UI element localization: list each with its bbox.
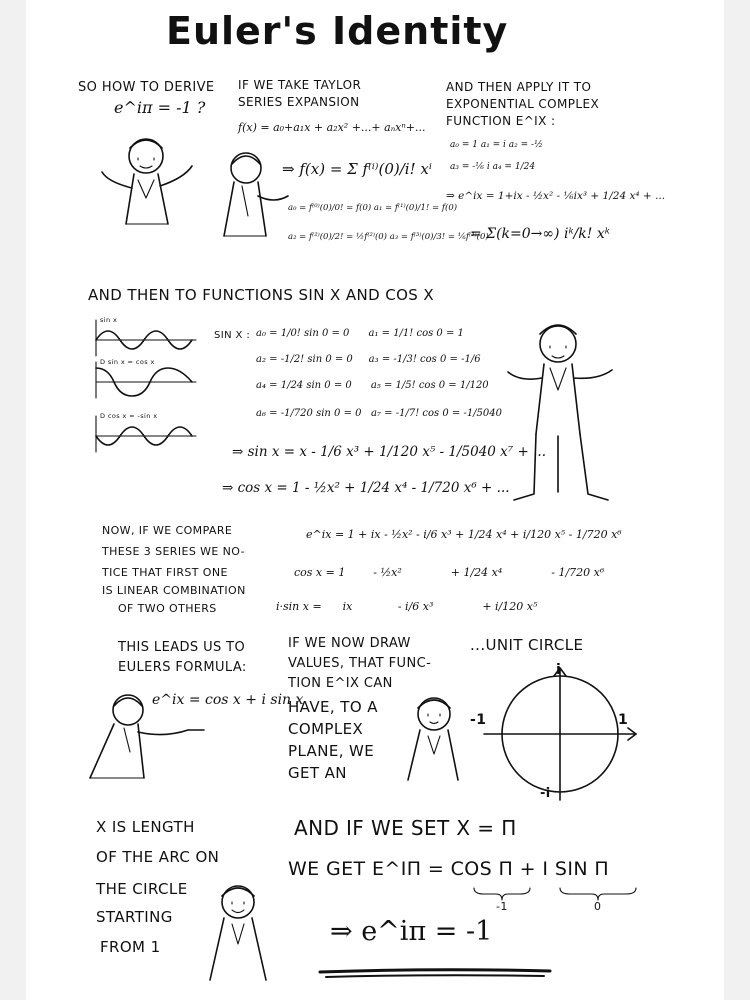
apply-heading-3: FUNCTION E^IX : (446, 114, 556, 128)
compare-text-1: NOW, IF WE COMPARE (102, 524, 233, 537)
leads-text-1: THIS LEADS US TO (118, 640, 246, 655)
character-shrugging-1 (98, 128, 198, 240)
final-underline (316, 966, 556, 980)
leads-text-2: EULERS FORMULA: (118, 660, 247, 675)
apply-sum: = Σ(k=0→∞) iᵏ/k! xᵏ (470, 226, 610, 242)
final-identity: ⇒ e^iπ = -1 (330, 916, 493, 947)
sin-coeff-label: SIN X : (214, 330, 251, 341)
compare-eq-exp: e^ix = 1 + ix - ½x² - i/6 x³ + 1/24 x⁴ + i/120 x⁵ - 1/720 x⁶ (306, 528, 622, 541)
draw-text-2: VALUES, THAT FUNC- (288, 656, 432, 671)
draw-text-1: IF WE NOW DRAW (288, 636, 411, 651)
compare-text-2: THESE 3 SERIES WE NO- (102, 545, 245, 558)
sin-pi-value: 0 (594, 900, 602, 913)
character-smiling (206, 880, 272, 984)
sin-graph-label: sin x (100, 316, 118, 324)
draw-text-4: HAVE, TO A (288, 698, 378, 716)
compare-text-4: IS LINEAR COMBINATION (102, 584, 246, 597)
poster-title: Euler's Identity (166, 9, 509, 53)
arc-text-4: STARTING (96, 908, 173, 926)
arc-text-5: FROM 1 (100, 938, 161, 956)
compare-text-5: OF TWO OTHERS (118, 602, 217, 615)
taylor-polynomial: f(x) = a₀+a₁x + a₂x² +...+ aₙxⁿ+... (238, 121, 426, 134)
arc-text-3: THE CIRCLE (96, 880, 188, 898)
sin-series: ⇒ sin x = x - 1/6 x³ + 1/120 x⁵ - 1/5040 x⁷ + ... (232, 444, 546, 460)
taylor-sum: ⇒ f(x) = Σ f⁽ⁱ⁾(0)/i! xⁱ (282, 160, 432, 178)
arc-text-2: OF THE ARC ON (96, 848, 220, 866)
cos-graph-label: D sin x = cos x (100, 358, 155, 366)
taylor-coeffs-1: a₀ = f⁽⁰⁾(0)/0! = f(0) a₁ = f⁽¹⁾(0)/1! = f(0) (288, 203, 458, 213)
draw-text-7: GET AN (288, 764, 347, 782)
draw-text-3: TION E^IX CAN (288, 676, 393, 691)
sin-coeffs-2: a₂ = -1/2! sin 0 = 0 a₃ = -1/3! cos 0 = -1/6 (256, 354, 481, 365)
poster-sheet (26, 0, 724, 1000)
compare-eq-cos: cos x = 1 - ½x² + 1/24 x⁴ - 1/720 x⁶ (294, 566, 605, 579)
taylor-heading-1: IF WE TAKE TAYLOR (238, 78, 362, 92)
draw-text-6: PLANE, WE (288, 742, 375, 760)
character-pointing-1 (212, 146, 292, 242)
axis-label-right: 1 (618, 712, 629, 728)
intro-question: SO HOW TO DERIVE (78, 80, 215, 95)
sin-coeffs-1: a₀ = 1/0! sin 0 = 0 a₁ = 1/1! cos 0 = 1 (256, 328, 464, 339)
draw-text-5: COMPLEX (288, 720, 364, 738)
neg-sin-graph-label: D cos x = -sin x (100, 412, 158, 420)
taylor-heading-2: SERIES EXPANSION (238, 95, 360, 109)
set-x-line: AND IF WE SET X = Π (294, 816, 517, 840)
apply-heading-2: EXPONENTIAL COMPLEX (446, 97, 600, 111)
cos-pi-value: -1 (496, 900, 508, 913)
axis-label-top: i (556, 662, 562, 678)
functions-heading: AND THEN TO FUNCTIONS SIN X AND COS X (88, 286, 435, 304)
character-standing (404, 692, 474, 784)
sin-coeffs-3: a₄ = 1/24 sin 0 = 0 a₅ = 1/5! cos 0 = 1/120 (256, 380, 489, 391)
axis-label-bottom: -i (540, 786, 551, 801)
axis-label-left: -1 (470, 712, 487, 728)
compare-eq-isin: i·sin x = ix - i/6 x³ + i/120 x⁵ (276, 600, 538, 613)
arc-text-1: X IS LENGTH (96, 818, 195, 836)
euler-formula: e^ix = cos x + i sin x (152, 692, 304, 708)
get-line: WE GET E^IΠ = COS Π + I SIN Π (288, 858, 610, 880)
cos-series: ⇒ cos x = 1 - ½x² + 1/24 x⁴ - 1/720 x⁶ + ... (222, 480, 510, 496)
unit-circle-diagram (476, 664, 646, 804)
compare-text-3: TICE THAT FIRST ONE (102, 566, 228, 579)
character-shrugging-2 (506, 316, 616, 508)
sin-coeffs-4: a₆ = -1/720 sin 0 = 0 a₇ = -1/7! cos 0 = -1/5040 (256, 408, 502, 419)
apply-coeffs-2: a₃ = -⅙ i a₄ = 1/24 (450, 162, 536, 172)
apply-coeffs-1: a₀ = 1 a₁ = i a₂ = -½ (450, 140, 543, 150)
unit-circle-heading: ...UNIT CIRCLE (470, 636, 584, 654)
taylor-coeffs-2: a₂ = f⁽²⁾(0)/2! = ½f⁽²⁾(0) a₃ = f⁽³⁾(0)/3! = ⅙f⁽³⁾(0) (288, 232, 489, 242)
apply-series: ⇒ e^ix = 1+ix - ½x² - ⅙ix³ + 1/24 x⁴ + ... (446, 190, 666, 202)
apply-heading-1: AND THEN APPLY IT TO (446, 80, 592, 94)
intro-identity: e^iπ = -1 ? (114, 98, 206, 117)
